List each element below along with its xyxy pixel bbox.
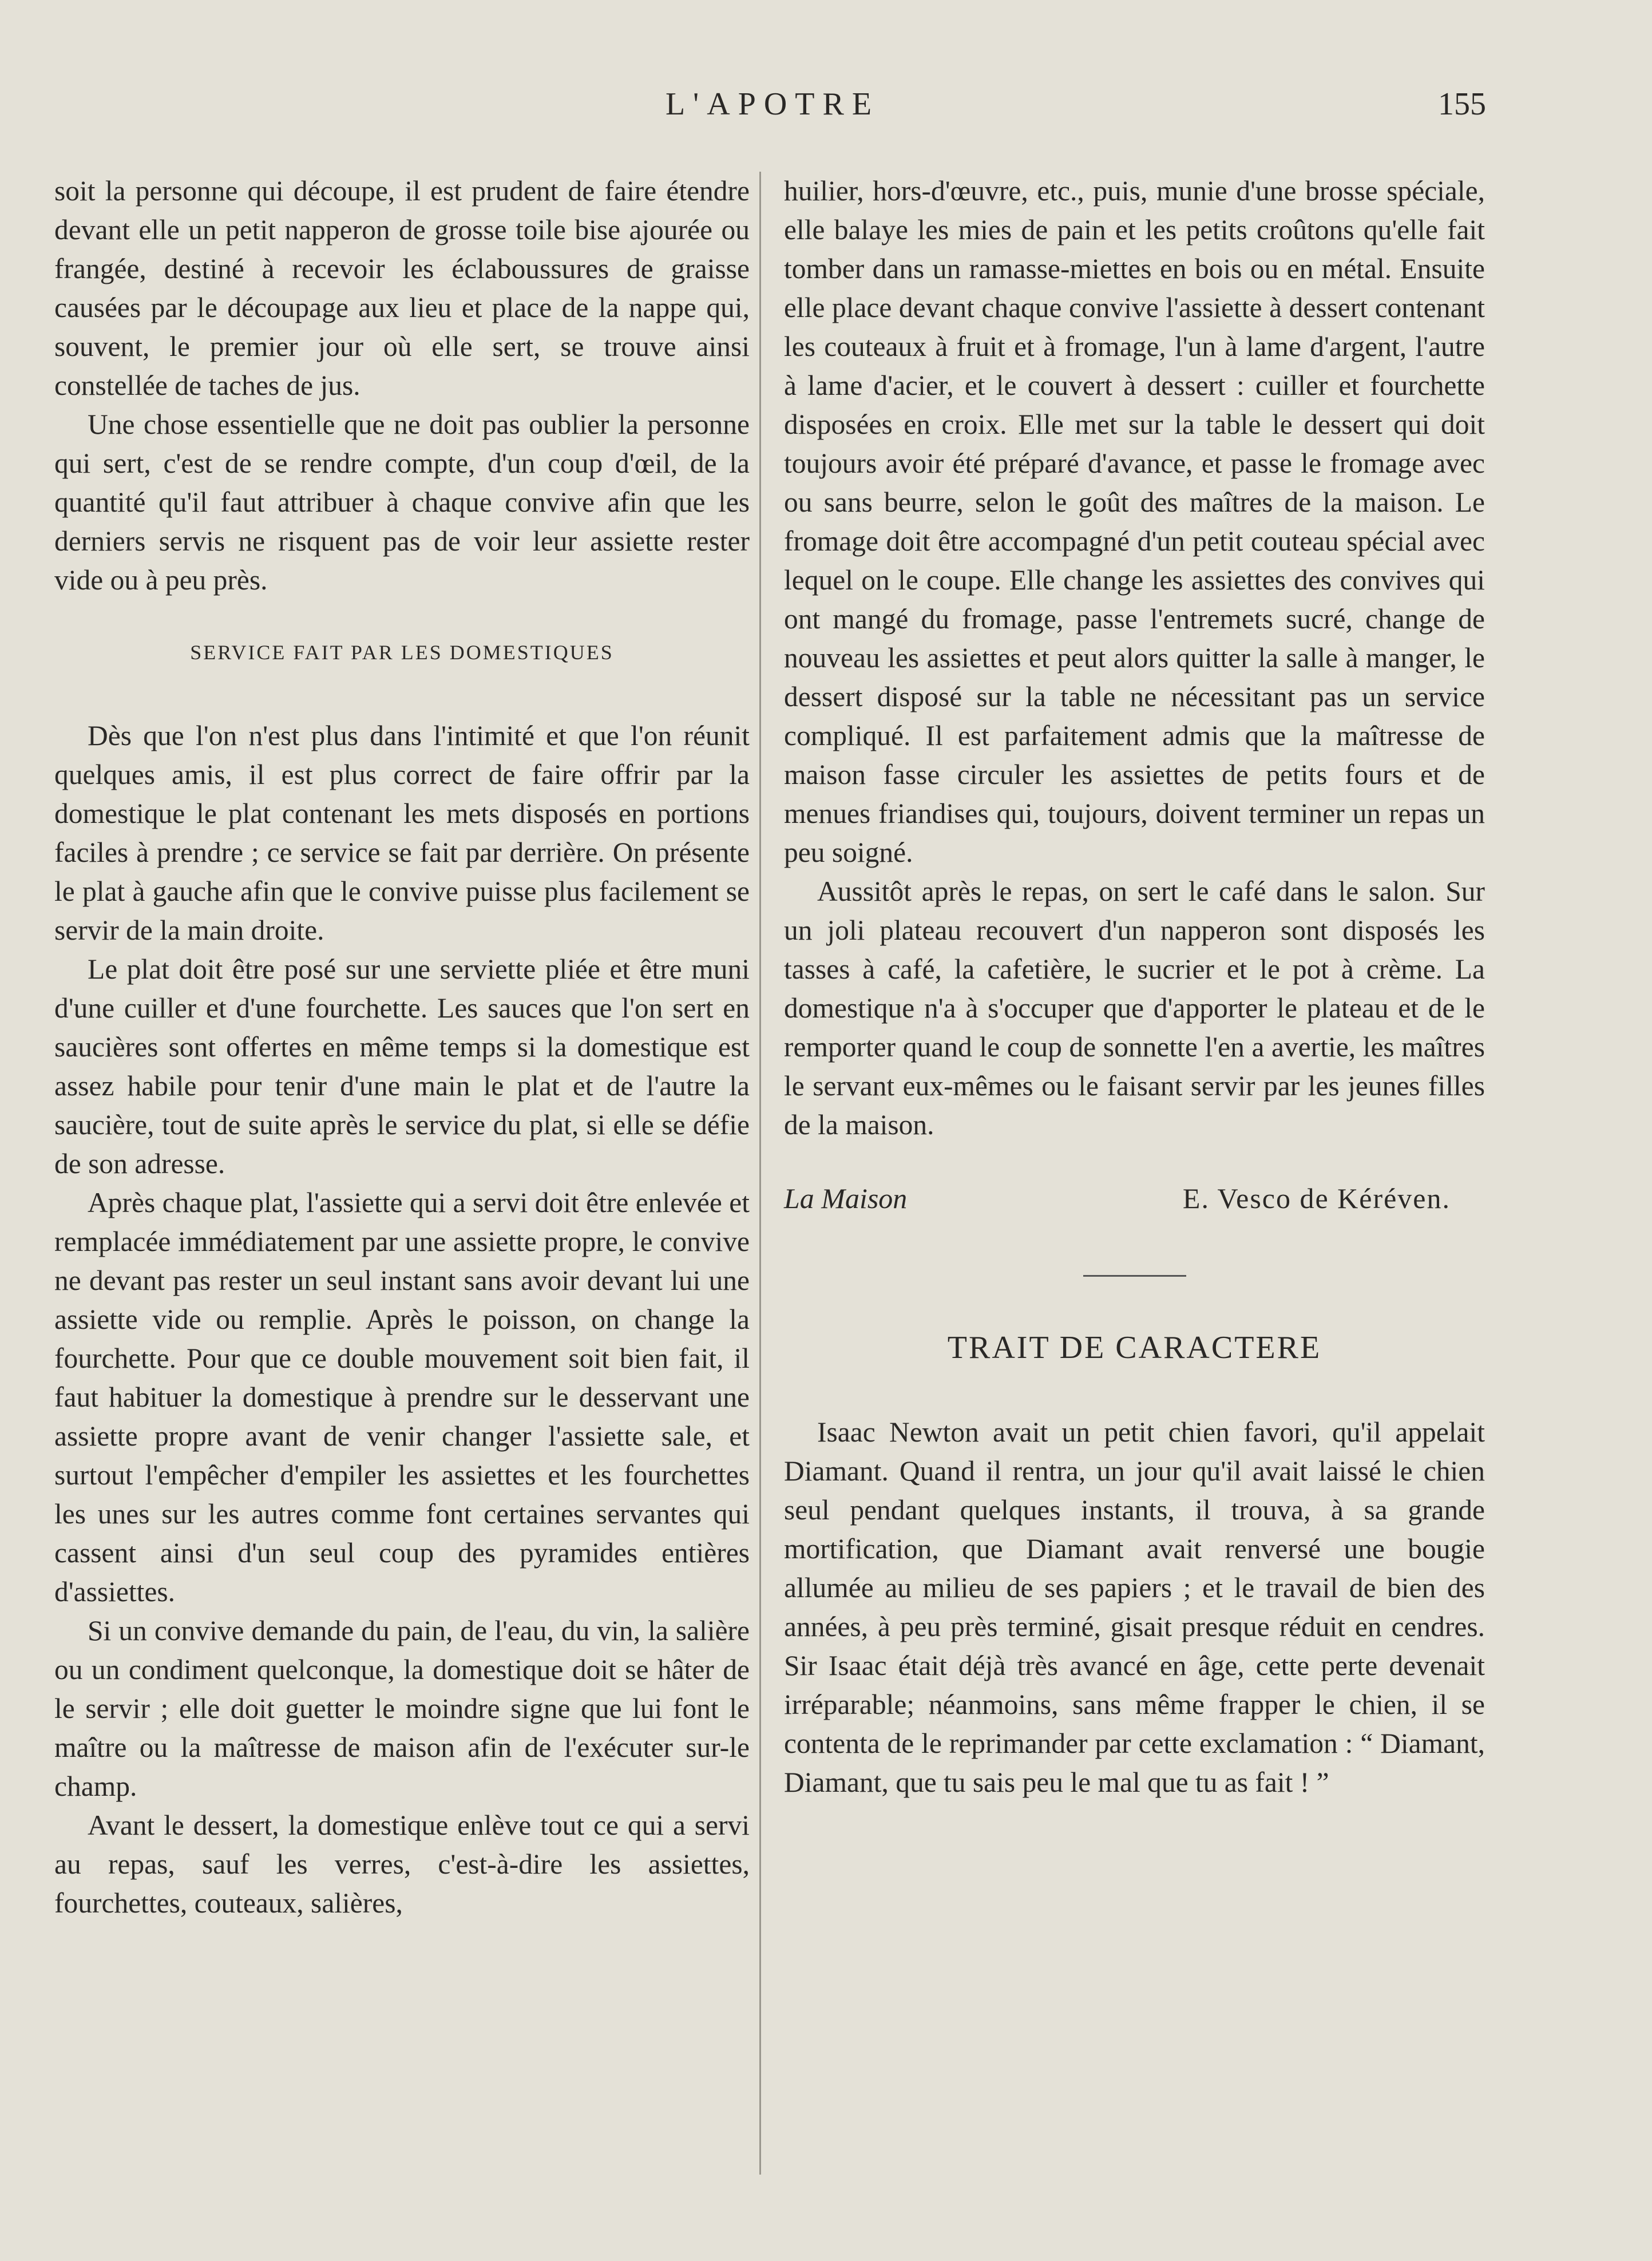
paragraph: huilier, hors-d'œuvre, etc., puis, munie d'une brosse spéciale, elle balaye les mies de pain et les petits croûtons qu'elle fait tomber dans un ramasse-miettes en bois ou en métal. Ensuite elle place devant chaque convive l'assiette à dessert contenant les couteaux à fruit et à fromage, l'un à lame d'argent, l'autre à lame d'acier, et le couvert à dessert : cuiller et fourchette disposées en croix. Elle met sur la table le dessert qui doit toujours avoir été préparé d'avance, et passe le fromage avec ou sans beurre, selon le goût des maîtres de la maison. Le fromage doit être accompagné d'un petit couteau spécial avec lequel on le coupe. Elle change les assiettes des convives qui ont mangé du fromage, passe l'entremets sucré, change de nouveau les assiettes et peut alors quitter la salle à manger, le dessert disposé sur la table ne nécessitant pas un service compliqué. Il est parfaitement admis que la maîtresse de maison fasse circuler les assiettes de petits fours et de menues friandises qui, toujours, doivent terminer un repas un peu soigné. — [784, 175, 1485, 868]
right-column — [784, 172, 1485, 1802]
page-number: 155 — [1438, 86, 1486, 122]
paragraph: Si un convive demande du pain, de l'eau, du vin, la salière ou un condiment quelconque, la domestique doit se hâter de le servir ; elle doit guetter le moindre signe que lui font le maître ou la maîtresse de maison afin de l'exécuter sur-le champ. — [54, 1615, 750, 1802]
paragraph: Le plat doit être posé sur une serviette pliée et être muni d'une cuiller et d'une fourchette. Les sauces que l'on sert en saucières sont offertes en même temps si la domestique est assez habile pour tenir d'une main le plat et de l'autre la saucière, tout de suite après le service du plat, si elle se défie de son adresse. — [54, 953, 750, 1179]
left-column — [54, 172, 750, 1923]
paragraph: Isaac Newton avait un petit chien favori, qu'il appelait Diamant. Quand il rentra, un jour qu'il avait laissé le chien seul pendant quelques instants, il trouva, à sa grande mortification, que Diamant avait renversé une bougie allumée au milieu de ses papiers ; et le travail de bien des années, à peu près terminé, gisait presque réduit en cendres. Sir Isaac était déjà très avancé en âge, cette perte devenait irréparable; néanmoins, sans même frapper le chien, il se contenta de le reprimander par cette exclamation : “ Diamant, Diamant, que tu sais peu le mal que tu as fait ! ” — [784, 1416, 1485, 1798]
paragraph: Avant le dessert, la domestique enlève tout ce qui a servi au repas, sauf les verres, c'est-à-dire les assiettes, fourchettes, couteaux, salières, — [54, 1809, 750, 1919]
article-signature — [784, 1179, 1485, 1218]
paragraph: Une chose essentielle que ne doit pas oublier la personne qui sert, c'est de se rendre compte, d'un coup d'œil, de la quantité qu'il faut attribuer à chaque convive afin que les derniers servis ne risquent pas de voir leur assiette rester vide ou à peu près. — [54, 409, 750, 596]
paragraph: Dès que l'on n'est plus dans l'intimité et que l'on réunit quelques amis, il est plus correct de faire offrir par la domestique le plat contenant les mets disposés en portions faciles à prendre ; ce service se fait par derrière. On présente le plat à gauche afin que le convive puisse plus facilement se servir de la main droite. — [54, 720, 750, 946]
signature-author: E. Vesco de Kéréven. — [1182, 1182, 1451, 1214]
paragraph: Après chaque plat, l'assiette qui a servi doit être enlevée et remplacée immédiatement par une assiette propre, le convive ne devant pas rester un seul instant sans avoir devant lui une assiette vide ou remplie. Après le poisson, on change la fourchette. Pour que ce double mouvement soit bien fait, il faut habituer la domestique à prendre sur le desservant une assiette propre avant de venir changer l'assiette sale, et surtout l'empêcher d'empiler les assiettes et les fourchettes les unes sur les autres comme font certaines servantes qui cassent ainsi d'un seul coup des pyramides entières d'assiettes. — [54, 1187, 750, 1607]
paragraph: Aussitôt après le repas, on sert le café dans le salon. Sur un joli plateau recouvert d'un napperon sont disposés les tasses à café, la cafetière, le sucrier et le pot à crème. La domestique n'a à s'occuper que d'apporter le plateau et de le remporter quand le coup de sonnette l'en a avertie, les maîtres le servant eux-mêmes ou le faisant servir par les jeunes filles de la maison. — [784, 876, 1485, 1141]
separator-rule — [1083, 1275, 1186, 1277]
column-divider — [759, 172, 761, 2175]
running-title: L'APOTRE — [665, 86, 880, 122]
section-subheading: SERVICE FAIT PAR LES DOMESTIQUES — [190, 641, 614, 664]
signature-source: La Maison — [784, 1182, 908, 1214]
paragraph: soit la personne qui découpe, il est prudent de faire étendre devant elle un petit napperon de grosse toile bise ajourée ou frangée, destiné à recevoir les éclaboussures de graisse causées par le découpage aux lieu et place de la nappe qui, souvent, le premier jour où elle sert, se trouve ainsi constellée de taches de jus. — [54, 175, 750, 401]
article-title: TRAIT DE CARACTERE — [947, 1330, 1322, 1365]
running-head — [0, 86, 1652, 132]
